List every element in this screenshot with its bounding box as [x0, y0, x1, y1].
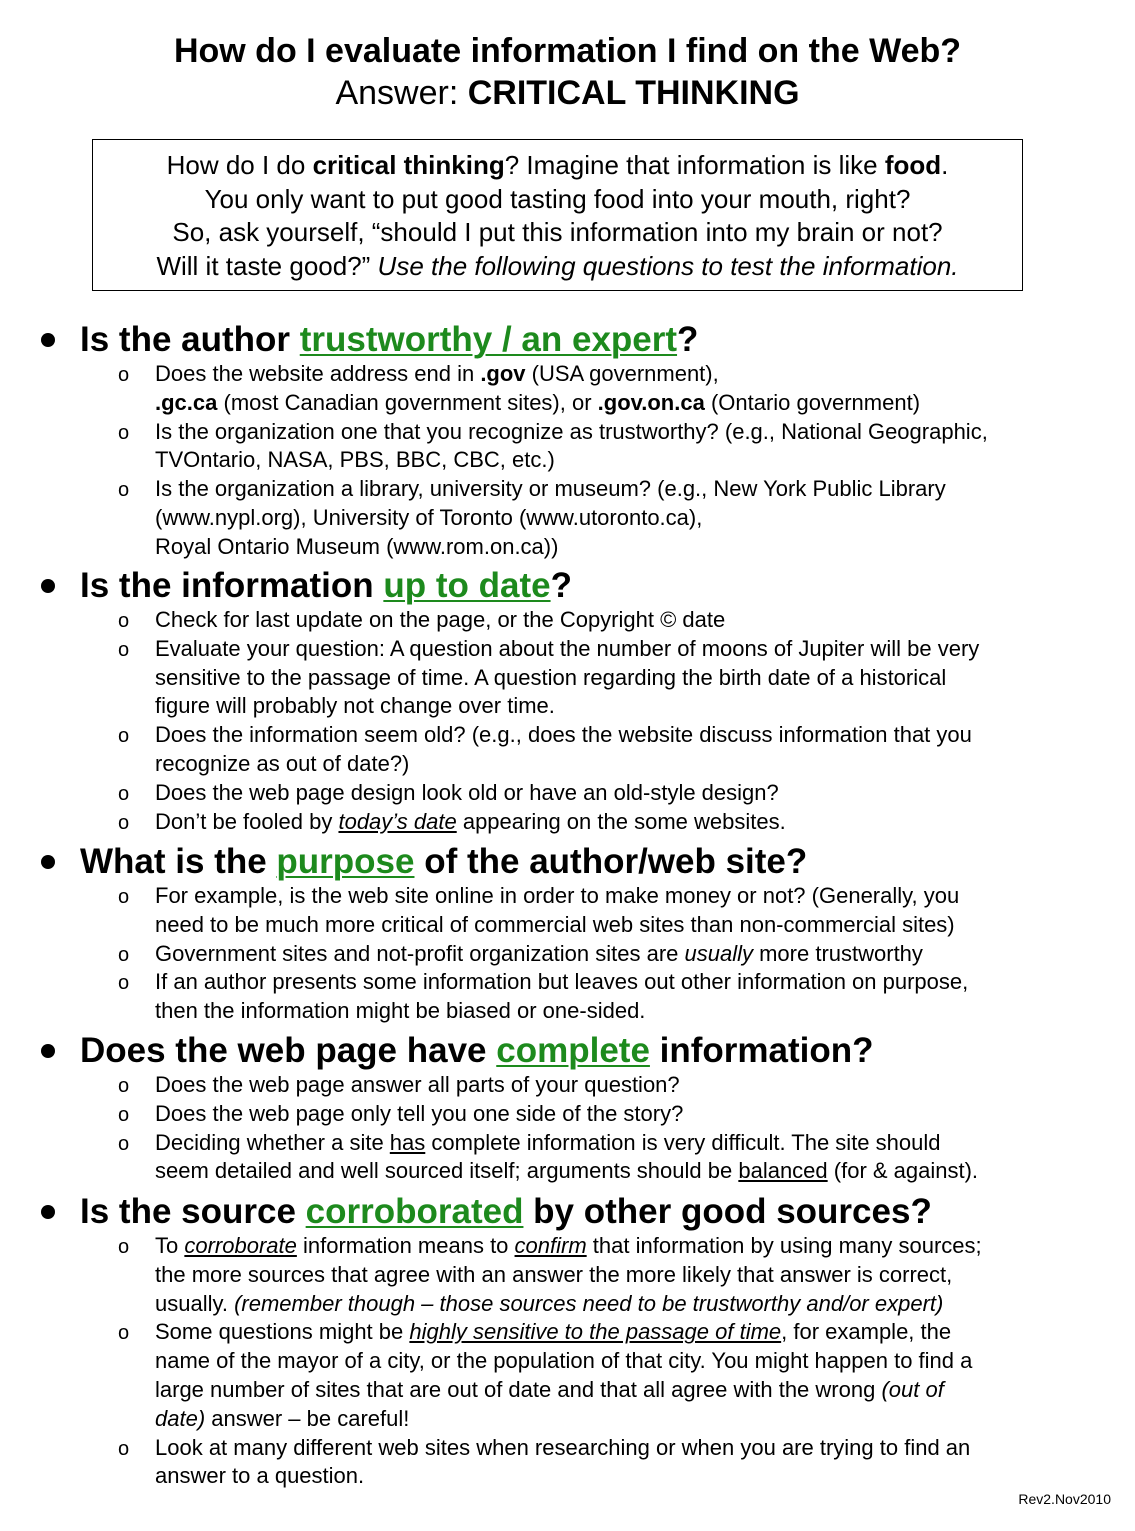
circle-bullet-icon: o [118, 725, 130, 748]
circle-bullet-icon: o [118, 1103, 130, 1126]
list-item: o To corroborate information means to confirm that information by using many sources; the more sources that agree with an answer the more likely that answer is correct, usually. (remember though – those sources need to be trustworthy and/or expert) [118, 1233, 982, 1316]
circle-bullet-icon: o [118, 943, 130, 966]
circle-bullet-icon: o [118, 811, 130, 834]
section-complete-information [0, 1031, 1135, 1186]
heading-keyword: corroborated [305, 1192, 524, 1231]
heading-text: Is the information [80, 566, 384, 605]
section-heading [0, 566, 1135, 606]
list-item: o Does the web page design look old or have an old-style design? [0, 779, 1135, 808]
circle-bullet-icon: o [118, 610, 130, 632]
circle-bullet-icon: o [118, 421, 130, 444]
list-item: o Evaluate your question: A question about the number of moons of Jupiter will be very sensitive to the passage of time. A question regarding the birth date of a historical figure will probably not change over time. [118, 635, 980, 719]
intro-text: Will it taste good?” [156, 250, 378, 281]
subtitle-prefix: Answer: [335, 74, 468, 112]
intro-line-2: You only want to put good tasting food into your mouth, right? [204, 183, 911, 214]
section-corroborated [0, 1192, 1135, 1491]
bullet-icon [41, 333, 55, 347]
sub-list [0, 360, 1135, 562]
subtitle-answer: CRITICAL THINKING [467, 74, 800, 112]
heading-keyword: trustworthy / an expert [299, 320, 678, 359]
section-up-to-date [0, 566, 1135, 836]
section-heading [0, 320, 1135, 360]
list-item: o Does the web page only tell you one side of the story? [0, 1100, 1135, 1129]
list-item: o Does the website address end in .gov (USA government), .gc.ca (most Canadian government sites), or .gov.on.ca (Ontario government) [118, 361, 921, 415]
circle-bullet-icon: o [118, 1236, 130, 1258]
intro-text: ? Imagine that information is like [504, 150, 885, 180]
list-item: o Don’t be fooled by today’s date appearing on the some websites. [0, 808, 1135, 837]
heading-keyword: complete [496, 1031, 650, 1070]
list-item: o Government sites and not-profit organization sites are usually more trustworthy [0, 940, 1135, 969]
sub-list [0, 606, 1135, 836]
circle-bullet-icon: o [118, 886, 130, 908]
sub-list [0, 1232, 1135, 1491]
list-item: o Some questions might be highly sensitive to the passage of time, for example, the name of the mayor of a city, or the population of that city. You might happen to find a large number of sites that are out of date and that all agree with the wrong (out of date) answer – be careful! [118, 1319, 973, 1431]
circle-bullet-icon: o [118, 1132, 130, 1155]
circle-bullet-icon: o [118, 972, 130, 995]
sub-list [0, 1071, 1135, 1186]
intro-line-1 [93, 149, 1022, 183]
heading-text: by other good sources? [523, 1192, 932, 1231]
intro-bold-critical-thinking: critical thinking [312, 150, 505, 180]
circle-bullet-icon: o [118, 782, 130, 805]
section-heading [0, 1031, 1135, 1071]
circle-bullet-icon: o [118, 479, 130, 502]
list-item: o Is the organization one that you recognize as trustworthy? (e.g., National Geographic, TVOntario, NASA, PBS, BBC, CBC, etc.) [118, 418, 988, 473]
heading-text: Is the author [80, 320, 300, 359]
intro-box [92, 139, 1023, 291]
intro-bold-food: food [884, 150, 942, 180]
list-item: o Is the organization a library, university or museum? (e.g., New York Public Library (www.nypl.org), University of Toronto (www.utoronto.ca), Royal Ontario Museum (www.rom.on.ca)) [118, 476, 946, 559]
bullet-icon [41, 1044, 55, 1058]
heading-keyword: purpose [276, 842, 415, 881]
heading-text: information? [649, 1031, 874, 1070]
intro-line-3: So, ask yourself, “should I put this information into my brain or not? [172, 217, 943, 247]
intro-text: How do I do [166, 150, 313, 180]
revision-label: Rev2.Nov2010 [1018, 1491, 1111, 1507]
list-item: o Does the information seem old? (e.g., does the website discuss information that you recognize as out of date?) [118, 722, 972, 776]
list-item: o Check for last update on the page, or the Copyright © date [0, 606, 1135, 635]
sub-list [0, 882, 1135, 1026]
section-purpose [0, 842, 1135, 1026]
heading-keyword: up to date [383, 566, 551, 605]
section-heading [0, 1192, 1135, 1232]
page-title: How do I evaluate information I find on the Web? [173, 32, 962, 70]
list-item: o If an author presents some information but leaves out other information on purpose, then the information might be biased or one-sided. [118, 969, 969, 1024]
heading-text: ? [677, 320, 699, 359]
heading-text: of the author/web site? [414, 842, 808, 881]
heading-text: What is the [80, 842, 277, 881]
heading-text: ? [550, 566, 572, 605]
intro-italic-instruction: Use the following questions to test the information. [377, 250, 959, 281]
intro-line-4 [93, 250, 1022, 284]
list-item: o For example, is the web site online in order to make money or not? (Generally, you need to be much more critical of commercial web sites than non-commercial sites) [118, 883, 960, 937]
heading-text: Is the source [80, 1192, 306, 1231]
list-item: o Does the web page answer all parts of your question? [0, 1071, 1135, 1100]
heading-text: Does the web page have [80, 1031, 497, 1070]
page-subtitle [0, 73, 1135, 113]
list-item: o Look at many different web sites when researching or when you are trying to find an answer to a question. [118, 1434, 971, 1489]
bullet-icon [41, 1205, 55, 1219]
circle-bullet-icon: o [118, 1075, 130, 1097]
circle-bullet-icon: o [118, 1437, 130, 1460]
circle-bullet-icon: o [118, 638, 130, 661]
section-author-trustworthy [0, 320, 1135, 562]
circle-bullet-icon: o [118, 364, 130, 386]
section-heading [0, 842, 1135, 882]
bullet-icon [41, 855, 55, 869]
circle-bullet-icon: o [118, 1322, 130, 1345]
bullet-icon [41, 579, 55, 593]
list-item: o Deciding whether a site has complete information is very difficult. The site should seem detailed and well sourced itself; arguments should be balanced (for & against). [118, 1129, 979, 1184]
intro-text: . [941, 150, 949, 180]
